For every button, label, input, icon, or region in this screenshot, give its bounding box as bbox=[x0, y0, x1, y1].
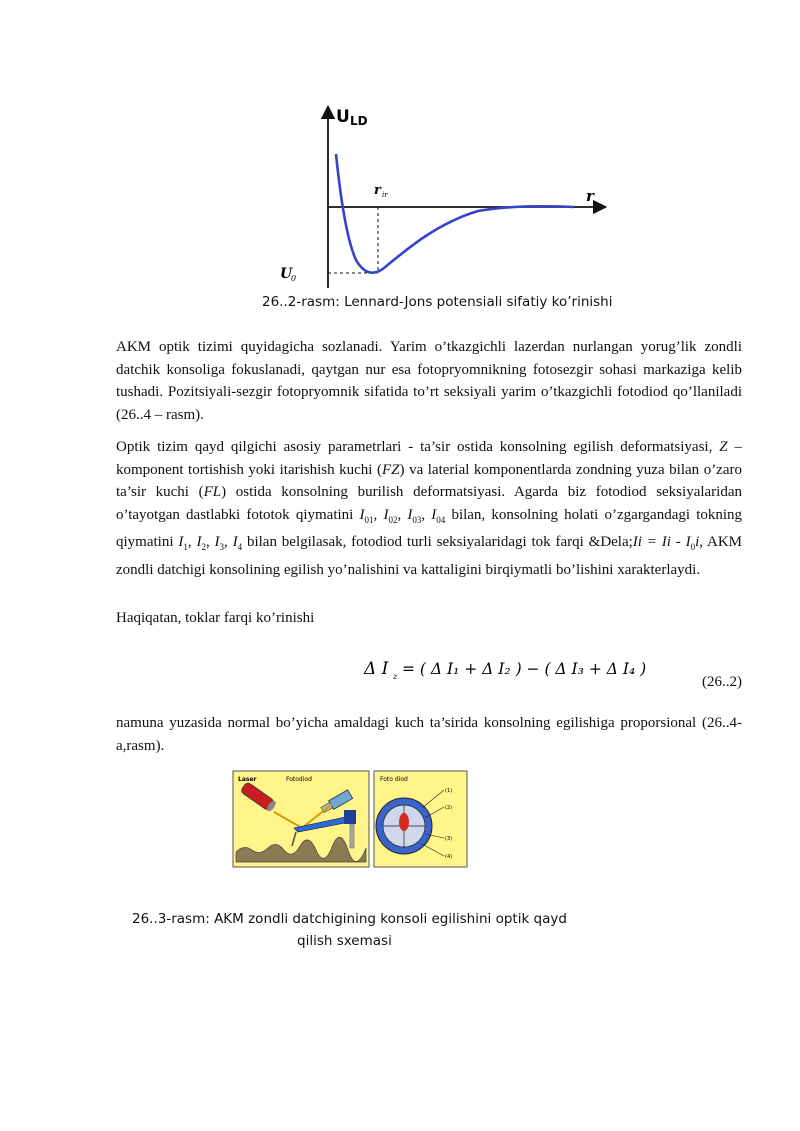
photodiode-label: Fotodiod bbox=[286, 776, 312, 783]
paragraph-3 bbox=[116, 607, 742, 630]
u0-label: U bbox=[280, 266, 293, 282]
p2-i04: 04 bbox=[436, 514, 446, 525]
figure1-caption: 26..2-rasm: Lennard-Jons potensiali sifatiy ko’rinishi bbox=[262, 294, 613, 310]
paragraph-3-text: Haqiqatan, toklar farqi ko’rinishi bbox=[116, 610, 315, 626]
equation-rhs: = ( Δ I₁ + Δ I₂ ) − ( Δ I₃ + Δ I₄ ) bbox=[402, 660, 647, 678]
p2-fl: FL bbox=[203, 484, 222, 500]
p2-part7: , AKM zondli datchigi konsolining egilish yo’nalishini va kattaligini birqiymatli bo’lishini xarakterlaydi. bbox=[116, 534, 743, 578]
stand bbox=[350, 824, 354, 848]
equation-lhs-sub: z bbox=[393, 672, 398, 681]
cantilever-base bbox=[344, 810, 356, 824]
lennard-jones-figure bbox=[238, 98, 618, 290]
p2-ii: Ii = Ii - I bbox=[632, 534, 691, 550]
p2-z: Z bbox=[719, 439, 728, 455]
p2-i2: 2 bbox=[201, 542, 206, 552]
r-min-label: r bbox=[374, 183, 381, 198]
p2-i01: 01 bbox=[364, 514, 374, 525]
p2-i1: 1 bbox=[183, 542, 188, 552]
paragraph-1 bbox=[116, 336, 742, 426]
p2-part4: ) ostida konsolning burilish deformatsiyasi. Agarda biz fotodiod seksiyalaridan o’tayotgan dastlabki fototok qiymatini bbox=[116, 484, 742, 523]
p2-part5: bilan, konsolning holati o’zgargandagi tokning qiymatini bbox=[116, 506, 743, 550]
r-min-subscript: ir bbox=[382, 191, 388, 199]
x-axis-label: r bbox=[586, 187, 594, 205]
p2-i3: 3 bbox=[219, 542, 225, 552]
section-label-4: (4) bbox=[445, 854, 453, 860]
laser-label: Laser bbox=[238, 776, 257, 783]
p2-i4: 4 bbox=[237, 542, 243, 552]
photodiode-panel-label: Foto diod bbox=[380, 776, 408, 783]
figure3-caption-line2: qilish sxemasi bbox=[297, 933, 392, 949]
p2-i02: 02 bbox=[388, 514, 398, 525]
equation-number: (26..2) bbox=[702, 674, 742, 690]
p2-part2: – komponent tortishish yoki itarishish kuchi ( bbox=[116, 439, 743, 478]
laser-spot bbox=[399, 813, 409, 831]
equation bbox=[360, 652, 660, 686]
p2-iend: i bbox=[695, 534, 700, 550]
p2-part3: ) va laterial komponentlarda zondning yuza bilan o’zaro ta’sir kuchi ( bbox=[116, 461, 742, 500]
paragraph-1-text: AKM optik tizimi quyidagicha sozlanadi. Yarim o’tkazgichli lazerdan nurlangan yorug’lik zondli datchik konsoliga fokuslanadi, qaytgan nur esa fotopryomnikning fotosezgir sohasi markaziga kelib tushadi. Pozitsiyali-sezgir fotopryomnik sifatida to’rt seksiyali yarim o’tkazgichli fotodiod qo’llaniladi (26..4 – rasm). bbox=[116, 339, 742, 423]
potential-curve bbox=[336, 154, 574, 273]
paragraph-2 bbox=[116, 436, 742, 581]
paragraph-4 bbox=[116, 712, 742, 757]
y-axis-subscript: LD bbox=[350, 114, 368, 128]
p2-part1: Optik tizim qayd qilgichi asosiy parametrlari - ta’sir ostida konsolning egilish deformatsiyasi, bbox=[116, 439, 720, 455]
figure3-caption-line1: 26..3-rasm: AKM zondli datchigining konsoli egilishini optik qayd bbox=[132, 911, 567, 927]
section-label-3: (3) bbox=[445, 836, 453, 842]
p2-part6: bilan belgilasak, fotodiod turli seksiyalaridagi tok farqi &Dela; bbox=[242, 534, 633, 550]
paragraph-2-text: Optik tizim qayd qilgichi asosiy parametrlari - ta’sir ostida konsolning egilish deformatsiyasi, Z – komponent tortishish yoki itarishish kuchi (FZ) va laterial komponentlarda zondning yuza bilan o’zaro ta’sir kuchi (FL) ostida konsolning burilish deformatsiyasi. Agarda biz fotodiod seksiyalaridan o’tayotgan dastlabki fototok qiymatini $I_{01}$, $I_{02}$, $I_{03}$, $I_{04}$ bilan, konsolning holati o’zgargandagi tokning qiymatini $I_1$, $I_2$, $I_3$, $I_4$ bilan belgilasak, fotodiod turli seksiyalaridagi tok farqi &Dela;Ii = Ii - $I_0i$, AKM zondli datchigi konsolining egilish yo’nalishini va kattaligini birqiymatli bo’lishini xarakterlaydi. bbox=[116, 439, 743, 578]
equation-lhs: Δ I bbox=[364, 659, 389, 679]
section-label-1: (1) bbox=[445, 788, 453, 794]
section-label-2: (2) bbox=[445, 805, 453, 811]
u0-subscript: 0 bbox=[291, 274, 297, 283]
y-axis-label: U bbox=[336, 107, 350, 127]
p2-i03: 03 bbox=[412, 514, 422, 525]
p2-fz: FZ bbox=[382, 461, 400, 478]
p2-i0: 0 bbox=[690, 542, 696, 552]
optical-scheme-figure bbox=[232, 770, 468, 868]
paragraph-4-text: namuna yuzasida normal bo’yicha amaldagi kuch ta’sirida konsolning egilishiga proporsional (26..4-a,rasm). bbox=[116, 715, 742, 754]
